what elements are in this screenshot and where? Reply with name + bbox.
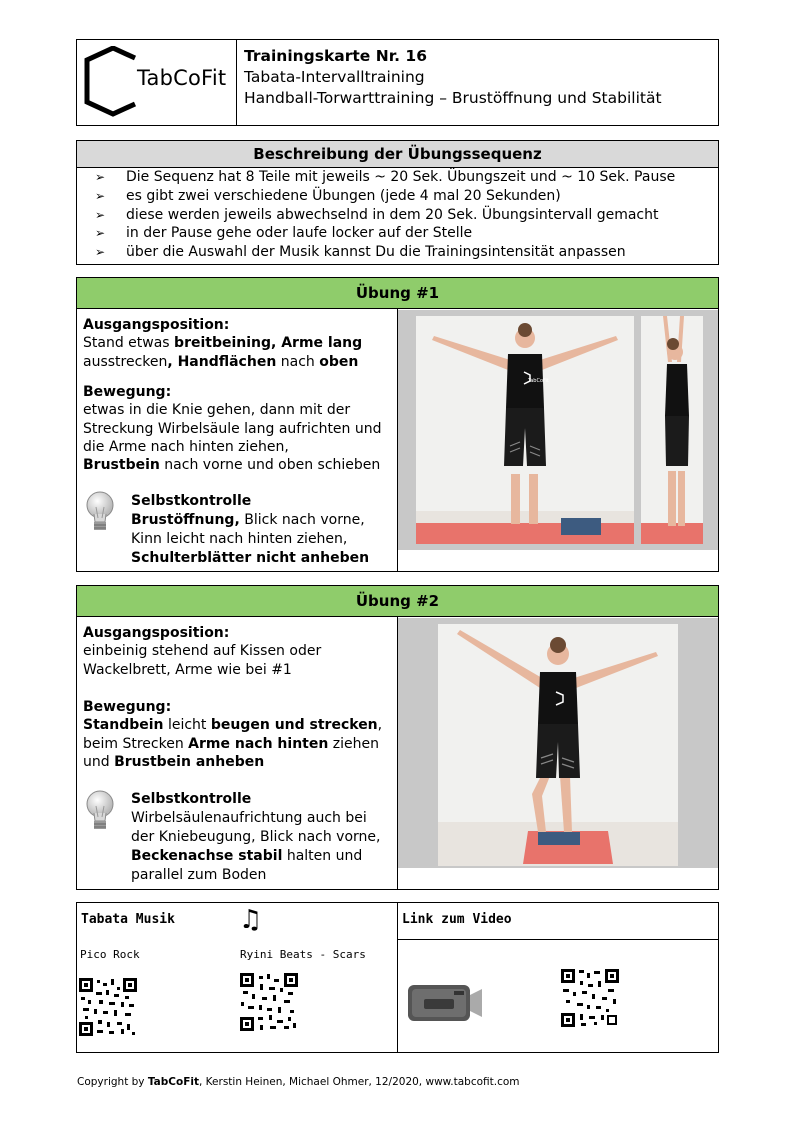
exercise-1-front-photo	[416, 316, 634, 544]
column-divider	[397, 903, 398, 1052]
exercise-1-start: Ausgangsposition: Stand etwas breitbeining, Arme lang ausstrecken, Handflächen nach oben	[83, 317, 363, 370]
exercise-1-title: Übung #1	[77, 278, 718, 309]
exercise-2-self-check: Selbstkontrolle Wirbelsäulenaufrichtung auch bei der Kniebeugung, Blick nach vorne, Beckenachse stabil halten und parallel zum Boden	[131, 791, 381, 883]
list-item: ➢ es gibt zwei verschiedene Übungen (jede 4 mal 20 Sekunden)	[95, 188, 561, 204]
description-box	[76, 140, 719, 265]
exercise-1-side-photo	[641, 316, 703, 544]
exercise-2-movement: Bewegung: Standbein leicht beugen und strecken, beim Strecken Arme nach hinten ziehen und Brustbein anheben	[83, 699, 383, 770]
hexagon-logo-icon	[83, 46, 143, 118]
shirt-logo-text: TabCoFit	[528, 378, 549, 384]
music-note-icon: ♫	[239, 905, 263, 935]
arrow-bullet-icon: ➢	[95, 189, 106, 203]
exercise-1-photo-area	[398, 310, 718, 550]
links-section	[76, 902, 719, 1053]
description-heading: Beschreibung der Übungssequenz	[77, 141, 718, 168]
logo-cell	[77, 40, 237, 125]
video-camera-icon	[406, 981, 484, 1025]
qr-code-track-2[interactable]	[240, 973, 298, 1031]
copyright-footer: Copyright by TabCoFit, Kerstin Heinen, Michael Ohmer, 12/2020, www.tabcofit.com	[77, 1076, 520, 1088]
exercise-1-card	[76, 277, 719, 572]
arrow-bullet-icon: ➢	[95, 170, 106, 184]
arrow-bullet-icon: ➢	[95, 208, 106, 222]
qr-code-video[interactable]	[561, 969, 619, 1027]
video-label: Link zum Video	[402, 912, 512, 927]
exercise-2-photo	[438, 624, 678, 866]
logo-text: TabCoFit	[137, 66, 227, 90]
track-2-title: Ryini Beats - Scars	[240, 948, 366, 961]
lightbulb-icon	[83, 490, 117, 536]
card-subtitle-2: Handball-Torwarttraining – Brustöffnung und Stabilität	[244, 89, 662, 107]
exercise-2-card	[76, 585, 719, 890]
exercise-1-movement: Bewegung: etwas in die Knie gehen, dann mit der Streckung Wirbelsäule lang aufrichten und die Arme nach hinten ziehen, Brustbein nach vorne und oben schieben	[83, 384, 382, 474]
list-item: ➢ über die Auswahl der Musik kannst Du die Trainingsintensität anpassen	[95, 244, 626, 260]
track-1-title: Pico Rock	[80, 948, 140, 961]
title-block	[244, 46, 662, 109]
row-divider	[398, 939, 718, 940]
card-title: Trainingskarte Nr. 16	[244, 47, 427, 65]
exercise-2-photo-area	[398, 618, 718, 868]
header	[76, 39, 719, 126]
card-subtitle-1: Tabata-Intervalltraining	[244, 68, 425, 86]
arrow-bullet-icon: ➢	[95, 226, 106, 240]
music-label: Tabata Musik	[81, 912, 175, 927]
list-item: ➢ in der Pause gehe oder laufe locker auf der Stelle	[95, 225, 473, 241]
list-item: ➢ diese werden jeweils abwechselnd in dem 20 Sek. Übungsintervall gemacht	[95, 207, 659, 223]
qr-code-track-1[interactable]	[79, 978, 137, 1036]
exercise-1-self-check: Selbstkontrolle Brustöffnung, Blick nach vorne, Kinn leicht nach hinten ziehen, Schulterblätter nicht anheben	[131, 493, 370, 566]
arrow-bullet-icon: ➢	[95, 245, 106, 259]
exercise-2-title: Übung #2	[77, 586, 718, 617]
list-item: ➢ Die Sequenz hat 8 Teile mit jeweils ~ 20 Sek. Übungszeit und ~ 10 Sek. Pause	[95, 169, 676, 185]
exercise-2-start: Ausgangsposition: einbeinig stehend auf Kissen oder Wackelbrett, Arme wie bei #1	[83, 625, 322, 678]
lightbulb-icon	[83, 789, 117, 835]
